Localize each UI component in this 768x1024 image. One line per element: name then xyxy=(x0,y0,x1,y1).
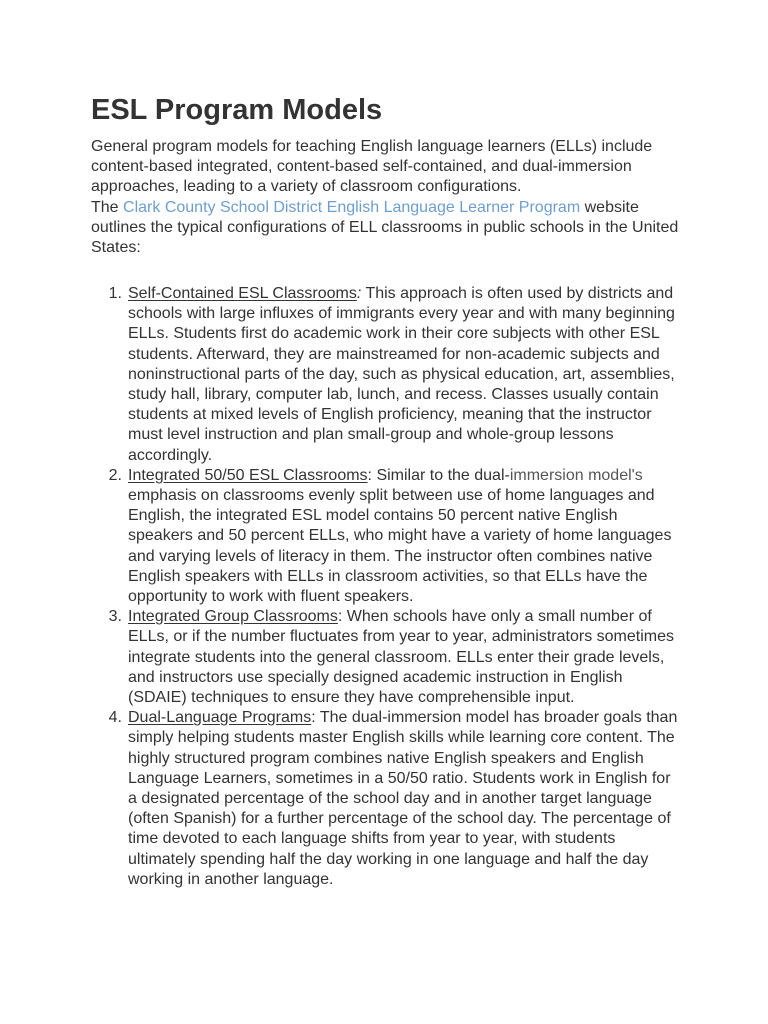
page-title: ESL Program Models xyxy=(91,94,383,126)
program-models-list xyxy=(108,284,680,890)
model-name: Integrated Group Classrooms xyxy=(128,608,338,626)
intro-lead: The xyxy=(91,198,119,216)
model-description-rest: emphasis on classrooms evenly split between use of home languages and English, the integrated ESL model contains 50 percent native English speakers and 50 percent ELLs, who might have a variety of home languages and varying levels of literacy in them. The instructor often combines native English speakers with ELLs in classroom activities, so that ELLs have the opportunity to work with fluent speakers. xyxy=(128,487,672,606)
model-separator: : xyxy=(337,608,343,626)
model-description: Similar to the dual- xyxy=(372,466,510,484)
model-description: When schools have only a small number of ELLs, or if the number fluctuates from year to year, administrators sometimes integrate students into the general classroom. ELLs enter their grade levels, and instructors use specially designed academic instruction in English (SDAIE) techniques to ensure they have comprehensible input. xyxy=(128,608,674,707)
model-name: Dual-Language Programs xyxy=(128,709,312,727)
model-name: Integrated 50/50 ESL Classrooms xyxy=(128,466,368,484)
list-number: 1. xyxy=(108,285,122,302)
list-number: 3. xyxy=(108,608,122,626)
intro-text: General program models for teaching English language learners (ELLs) include content-based integrated, content-based self-contained, and dual-immersion approaches, leading to a variety of classroom configurations. xyxy=(91,138,653,196)
model-description: The dual-immersion model has broader goals than simply helping students master English skills while learning core content. The highly structured program combines native English speakers and English Language Learners, sometimes in a 50/50 ratio. Students work in English for a designated percentage of the school day and in another target language (often Spanish) for a further percentage of the school day. The percentage of time devoted to each language shifts from year to year, with students ultimately spending half the day working in one language and half the day working in another language. xyxy=(128,709,678,888)
model-separator: : xyxy=(367,466,372,484)
model-name: Self-Contained ESL Classrooms xyxy=(128,285,357,302)
model-separator: : xyxy=(356,285,362,302)
model-description: This approach is often used by districts and schools with large influxes of immigrants every year and with many beginning ELLs. Students first do academic work in their core subjects with other ESL students. Afterward, they are mainstreamed for non-academic subjects and noninstructional parts of the day, such as physical education, art, assemblies, study hall, library, computer lab, lunch, and recess. Classes usually contain students at mixed levels of English proficiency, meaning that the instructor must level instruction and plan small-group and whole-group lessons accordingly. xyxy=(128,285,675,464)
list-item-self-contained xyxy=(108,284,680,466)
list-item-integrated-group xyxy=(108,607,680,708)
list-number: 4. xyxy=(108,709,122,727)
list-number: 2. xyxy=(108,466,122,484)
model-description-soft: immersion model's xyxy=(509,466,643,484)
model-separator: : xyxy=(311,709,316,727)
ccsd-ell-program-link[interactable]: Clark County School District English Language Learner Program xyxy=(123,198,581,216)
intro-paragraph xyxy=(91,137,681,258)
list-item-integrated-50-50 xyxy=(108,466,680,607)
list-item-dual-language xyxy=(108,708,680,890)
intro-text-continued: website outlines the typical configurations of ELL classrooms in public schools in the United States: xyxy=(91,198,679,257)
